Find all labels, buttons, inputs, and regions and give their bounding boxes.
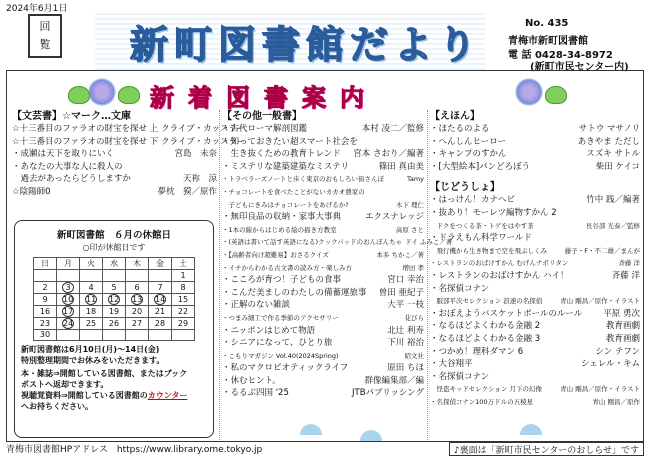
- calendar-title: 新町図書館 ６月の休館日: [56, 230, 171, 241]
- footer: [6, 442, 644, 456]
- calendar-day: [57, 281, 80, 293]
- book-entry: [222, 136, 424, 149]
- book-title: ・私のマクロビオティックライフ: [222, 363, 349, 374]
- book-entry: [222, 224, 424, 237]
- book-entry: [222, 299, 424, 312]
- picturebook-header: 【えほん】: [430, 111, 480, 122]
- book-title: ・名探偵コナン100万ドルの五稜星: [430, 397, 534, 406]
- book-entry: [430, 371, 640, 384]
- childrens-list: [430, 194, 640, 408]
- book-title: ・つかめ！理科ダマン 6: [430, 346, 524, 357]
- book-entry: [222, 148, 424, 161]
- book-author: 教育画劇: [605, 321, 640, 332]
- book-author: 増田 孝: [402, 263, 424, 272]
- picturebook-list: [430, 123, 640, 173]
- counter-link: カウンター: [147, 391, 188, 400]
- book-author: 宮島 未奈: [174, 149, 217, 160]
- book-author: 大平 一枝: [387, 300, 424, 311]
- weekday-header: 金: [149, 258, 172, 270]
- book-title: ・ミステリな建築建築なミステリ: [222, 161, 350, 172]
- book-author: 宮口 幸治: [387, 275, 424, 286]
- calendar-day: [172, 270, 195, 282]
- calendar-day: [172, 293, 195, 305]
- av-note: [21, 390, 207, 401]
- book-title: ・レストランのおばけすかん ハイ！: [430, 270, 569, 281]
- day-number: 30: [39, 330, 51, 340]
- book-title: ・抜あり！モーレツ編物すかん 2: [430, 207, 557, 218]
- calendar-day: [34, 305, 57, 317]
- day-number: 12: [109, 294, 120, 304]
- book-entry: [222, 199, 424, 212]
- book-title: ・こもりマガジン Vol.40(2024Spring): [222, 351, 339, 360]
- frog-icon: [68, 86, 90, 104]
- book-title: ・ドラえもん科学ワールド: [430, 233, 532, 244]
- banner-char: 内: [340, 83, 364, 112]
- book-title: 子どもにきみはチョコレートをあげるか?: [222, 200, 349, 209]
- library-location: (新町市民センター内): [530, 62, 629, 73]
- calendar-day: [34, 329, 57, 341]
- book-entry: [222, 274, 424, 287]
- book-title: ・はっけん！カナヘビ: [430, 195, 516, 206]
- issue-date: 2024年6月1日: [6, 4, 68, 14]
- book-title: ・こころが育つ！子どもの食事: [222, 275, 342, 286]
- book-title: ・こんだ美ましのわたしの備蓄運旅事: [222, 287, 367, 298]
- day-number: 28: [154, 318, 166, 328]
- book-entry: [430, 207, 640, 220]
- day-number: 20: [131, 306, 143, 316]
- weekday-header: 土: [172, 258, 195, 270]
- banner-char: 図: [226, 83, 250, 112]
- book-entry: [430, 320, 640, 333]
- book-title: ☆十三番目のファラオの財宝を探せ 下: [12, 136, 159, 147]
- book-author: 曽田 亜紀子: [378, 287, 424, 298]
- av-note-end: へお持ちください。: [21, 402, 93, 411]
- book-author: 木下 理仁: [395, 200, 424, 209]
- book-entry: [222, 325, 424, 338]
- book-entry: [222, 287, 424, 300]
- book-author: Tamy: [406, 175, 424, 184]
- book-author: 夢枕 獏／原作: [157, 186, 217, 197]
- calendar-day: [172, 329, 195, 341]
- book-title: 過去があったらどうしますか: [12, 174, 131, 185]
- book-title: ・[大型絵本]パンどろぼう: [430, 161, 531, 172]
- book-author: 長谷部 光泰／監修: [585, 221, 640, 230]
- book-title: 生き抜くための教育トレンド: [222, 149, 341, 160]
- day-number: 14: [155, 294, 166, 304]
- calendar-day: [149, 317, 172, 329]
- book-author: 青山 剛昌／原作・イラスト: [560, 297, 640, 306]
- book-title: ・正解のない雑談: [222, 300, 291, 311]
- hydrangea-icon: [88, 78, 116, 106]
- calendar-day: [80, 281, 103, 293]
- column-divider: [219, 110, 220, 440]
- book-entry: [222, 211, 424, 224]
- book-entry: [430, 270, 640, 283]
- fiction-list: [12, 123, 246, 199]
- day-number: 15: [177, 294, 189, 304]
- book-title: ・イチからわかる古文書の読み方・楽しみ方: [222, 263, 352, 272]
- book-author: [637, 207, 640, 220]
- calendar-day: [149, 281, 172, 293]
- book-entry: [12, 123, 246, 136]
- book-title: ・ほたるのよる: [430, 124, 490, 134]
- book-author: 原田 ちほ: [387, 363, 424, 374]
- calendar-day: [80, 329, 103, 341]
- calendar-day: [80, 317, 103, 329]
- book-entry: [12, 148, 217, 161]
- calendar-day: [57, 329, 80, 341]
- book-entry: [222, 262, 424, 275]
- calendar-day: [80, 293, 103, 305]
- book-title: ・あなたの大事な人に殺人の: [12, 161, 123, 172]
- book-author: 篠田 真由美: [378, 161, 424, 172]
- calendar-day: [103, 281, 126, 293]
- day-number: 7: [157, 282, 163, 292]
- day-number: 10: [63, 294, 74, 304]
- book-title: ・なるほどよくわかる金融 2: [430, 321, 541, 332]
- calendar-day: [34, 281, 57, 293]
- book-author: 藤子・F・不二雄／まんが: [564, 246, 640, 255]
- book-author: 青山 剛昌／原作: [592, 397, 640, 406]
- book-entry: [430, 194, 640, 207]
- book-title: ・大谷翔平: [430, 359, 473, 370]
- calendar-day: [172, 281, 195, 293]
- day-number: 2: [42, 282, 48, 292]
- book-entry: [222, 362, 424, 375]
- day-number: 16: [39, 306, 51, 316]
- calendar-day: [57, 317, 80, 329]
- book-title: ・へんしんヒーロー: [430, 136, 507, 147]
- book-title: ・(英語は書いて話す英語になる)クックパッドのおんぼんちゃ: [222, 238, 403, 247]
- book-entry: [430, 383, 640, 396]
- book-entry: [430, 123, 640, 136]
- children-column: [430, 110, 640, 408]
- weekday-header: 火: [80, 258, 103, 270]
- book-entry: [12, 136, 246, 149]
- newsletter-title: 新町図書館だより: [130, 22, 483, 67]
- book-title: ・キャンプのすかん: [430, 149, 507, 160]
- book-title: ・シニアになって、ひとり旅: [222, 338, 333, 349]
- day-number: 23: [39, 318, 51, 328]
- calendar-day: [126, 270, 149, 282]
- book-entry: [430, 308, 640, 321]
- calendar-day: [80, 270, 103, 282]
- calendar-day: [103, 293, 126, 305]
- return-note-line1: 本・雑誌⇒開館している図書館、またはブック: [21, 369, 188, 378]
- frog-icon: [118, 86, 140, 104]
- return-note-line2: ポストへ返却できます。: [21, 380, 109, 389]
- book-author: [637, 371, 640, 384]
- book-title: ・つまみ細工で作る季節のアクセサリー: [222, 313, 339, 322]
- book-author: 教育画劇: [605, 333, 640, 344]
- book-author: JTBパブリッシング: [352, 388, 424, 399]
- banner-char: 着: [188, 83, 212, 112]
- return-note: [15, 366, 213, 412]
- book-entry: [12, 173, 217, 186]
- book-entry: [222, 236, 453, 249]
- book-entry: [430, 257, 640, 270]
- book-title: ・なるほどよくわかる金融 3: [430, 333, 541, 344]
- calendar-day: [172, 305, 195, 317]
- book-entry: [430, 358, 640, 371]
- book-entry: [222, 161, 424, 174]
- day-number: 8: [180, 282, 186, 292]
- stamp-line2: 覧: [39, 38, 51, 51]
- calendar-day: [172, 317, 195, 329]
- calendar-day: [103, 305, 126, 317]
- weekday-header: 日: [34, 258, 57, 270]
- banner-char: 書: [264, 83, 288, 112]
- closure-note: [15, 341, 213, 366]
- new-books-banner: [150, 78, 500, 112]
- library-name: 青梅市新町図書館: [508, 36, 588, 47]
- day-number: 25: [85, 318, 97, 328]
- library-phone: 電 話 0428-34-8972: [508, 50, 613, 61]
- book-entry: [430, 161, 640, 174]
- calendar-subtitle: ○印が休館日です: [82, 243, 146, 252]
- day-number: 1: [180, 270, 186, 280]
- calendar-day: [149, 329, 172, 341]
- book-title: ・古代ローマ解剖図鑑: [222, 124, 308, 134]
- calendar-day: [34, 270, 57, 282]
- book-author: 本多 ちかこ／著: [376, 250, 424, 259]
- calendar-day: [57, 305, 80, 317]
- stamp-line1: 回: [39, 20, 51, 33]
- book-entry: [222, 249, 424, 262]
- book-entry: [430, 346, 640, 359]
- circulation-stamp: [28, 14, 62, 58]
- day-number: 3: [62, 282, 74, 293]
- book-author: スズキ サトル: [586, 149, 640, 160]
- day-number: 27: [131, 318, 143, 328]
- book-author: 花びら: [404, 313, 424, 322]
- book-title: ☆陰陽師0: [12, 186, 51, 197]
- book-author: [421, 186, 424, 199]
- book-title: ・1本の線からはじめる絵の描き方教室: [222, 225, 337, 234]
- book-entry: [430, 396, 640, 409]
- book-title: 怪盗キッドセレクション 月下の幻像: [430, 385, 542, 394]
- book-author: [637, 232, 640, 245]
- book-title: ・知っておきたい超スマート社会を: [222, 136, 358, 147]
- day-number: 24: [63, 318, 74, 328]
- fiction-header: 【文芸書】☆マーク…文庫: [12, 111, 131, 122]
- book-author: あきやま ただし: [577, 136, 640, 147]
- book-author: 北辻 利寿: [387, 325, 424, 336]
- book-title: ・【高齢者向け超難易】おさるクイズ: [222, 250, 329, 259]
- day-number: 9: [42, 294, 48, 304]
- book-author: 本村 凌二／監修: [361, 124, 424, 134]
- frog-icon: [545, 86, 567, 104]
- day-number: 29: [177, 318, 189, 328]
- calendar-day: [57, 270, 80, 282]
- book-entry: [430, 148, 640, 161]
- general-header: 【その他一般書】: [222, 111, 302, 122]
- book-author: ドイ ふみこ／著: [405, 238, 453, 247]
- calendar-day: [126, 293, 149, 305]
- book-author: エクスナレッジ: [365, 212, 424, 223]
- calendar-day: [34, 317, 57, 329]
- calendar-day: [126, 329, 149, 341]
- book-title: ・休むヒント。: [222, 375, 281, 386]
- book-entry: [222, 337, 424, 350]
- book-title: ・ニッポンはじめて物語: [222, 325, 316, 336]
- book-entry: [222, 173, 424, 186]
- book-entry: [430, 283, 640, 296]
- book-author: シン テフン: [595, 346, 640, 357]
- book-entry: [430, 136, 640, 149]
- book-title: ドクをつくる茶・トゲをはやす茶: [430, 221, 534, 230]
- book-title: ・おぼえようバスケットボールのルール: [430, 308, 583, 319]
- book-entry: [12, 161, 217, 174]
- weekday-header: 水: [103, 258, 126, 270]
- book-entry: [222, 375, 424, 388]
- book-title: ・名探偵コナン: [430, 371, 490, 382]
- book-entry: [222, 123, 424, 136]
- backside-note: ♪裏面は「新町市民センターのおしらせ」です: [449, 442, 644, 456]
- book-title: 飛行機から生き物まで空を飛ぶしくみ: [430, 246, 547, 255]
- day-number: 21: [154, 306, 166, 316]
- calendar-day: [103, 317, 126, 329]
- book-author: 柴田 ケイコ: [595, 161, 640, 172]
- weekday-header: 月: [57, 258, 80, 270]
- book-entry: [222, 186, 424, 199]
- book-author: 群像編集部／編: [364, 375, 424, 386]
- book-author: 竹中 践／編著: [586, 195, 640, 206]
- day-number: 19: [108, 306, 120, 316]
- book-entry: [430, 295, 640, 308]
- calendar-day: [126, 281, 149, 293]
- calendar-day: [149, 293, 172, 305]
- library-url[interactable]: 青梅市図書館HPアドレス https://www.library.ome.tokyo.jp: [6, 445, 263, 455]
- book-entry: [430, 232, 640, 245]
- fiction-column: [12, 110, 246, 199]
- calendar-day: [80, 305, 103, 317]
- book-author: 天祢 涼: [182, 174, 217, 185]
- book-title: 服部平次セレクション 浪速の名探偵: [430, 297, 543, 306]
- day-number: 13: [132, 294, 143, 304]
- calendar-day: [126, 305, 149, 317]
- calendar-day: [126, 317, 149, 329]
- calendar-day: [103, 329, 126, 341]
- day-number: 18: [85, 306, 97, 316]
- book-title: ・無印良品の収納・家事大事典: [222, 212, 342, 223]
- calendar-day: [149, 305, 172, 317]
- book-author: [421, 136, 424, 149]
- book-title: ☆十三番目のファラオの財宝を探せ 上: [12, 124, 159, 134]
- calendar-day: [57, 293, 80, 305]
- book-title: ・名探偵コナン: [430, 283, 490, 294]
- book-author: [637, 283, 640, 296]
- book-entry: [430, 333, 640, 346]
- column-divider: [427, 110, 428, 440]
- book-author: 平原 勇次: [603, 308, 640, 319]
- calendar-table: [33, 257, 195, 341]
- calendar-day: [149, 270, 172, 282]
- banner-char: 新: [150, 83, 174, 112]
- banner-char: 案: [302, 83, 326, 112]
- av-note-text: 視聴覚資料⇒開館している図書館の: [21, 391, 148, 400]
- closure-note-line2: 特別整理期間でお休みをいただきます。: [21, 356, 165, 365]
- book-author: 昭文社: [404, 351, 424, 360]
- day-number: 26: [108, 318, 120, 328]
- book-author: クライブ・カッスラー: [161, 124, 246, 134]
- closure-calendar-box: [14, 220, 214, 438]
- book-author: クライブ・カッスラー: [161, 136, 246, 147]
- day-number: 11: [86, 294, 97, 304]
- day-number: 5: [111, 282, 117, 292]
- childrens-header: 【じどうしょ】: [430, 182, 500, 194]
- book-author: 斉藤 洋: [618, 259, 640, 268]
- book-author: 斉藤 洋: [611, 270, 640, 281]
- book-entry: [12, 186, 217, 199]
- book-title: ・るるぶ四国 '25: [222, 388, 289, 399]
- day-number: 17: [63, 306, 74, 316]
- day-number: 6: [134, 282, 140, 292]
- book-entry: [222, 350, 424, 363]
- book-entry: [430, 220, 640, 233]
- book-author: 高原 さと: [395, 225, 424, 234]
- book-title: ・チョコレートを食べたことがないカカオ農家の: [222, 187, 365, 196]
- closure-note-line1: 新町図書館は6月10日(月)～14日(金): [21, 345, 160, 354]
- book-title: ・レストランのおばけすかん むげんナポリタン: [430, 259, 569, 268]
- book-author: [214, 161, 217, 174]
- hydrangea-icon: [515, 78, 543, 106]
- weekday-header: 木: [126, 258, 149, 270]
- book-author: 下川 裕治: [387, 338, 424, 349]
- calendar-day: [103, 270, 126, 282]
- book-entry: [222, 387, 424, 400]
- issue-number: No. 435: [525, 18, 569, 29]
- book-entry: [222, 312, 424, 325]
- book-title: ・トラベラーズノートと歩く東京のおもしろい街さんぽ: [222, 175, 384, 184]
- day-number: 22: [177, 306, 189, 316]
- book-author: シェレル・キム: [580, 359, 640, 370]
- book-author: 宮本 さおり／編著: [353, 149, 424, 160]
- calendar-day: [34, 293, 57, 305]
- book-entry: [430, 245, 640, 258]
- book-title: ・成瀬は天下を取りにいく: [12, 149, 115, 160]
- day-number: 4: [88, 282, 94, 292]
- book-author: サトウ マサノリ: [578, 124, 640, 134]
- book-author: 青山 剛昌／原作・イラスト: [560, 385, 640, 394]
